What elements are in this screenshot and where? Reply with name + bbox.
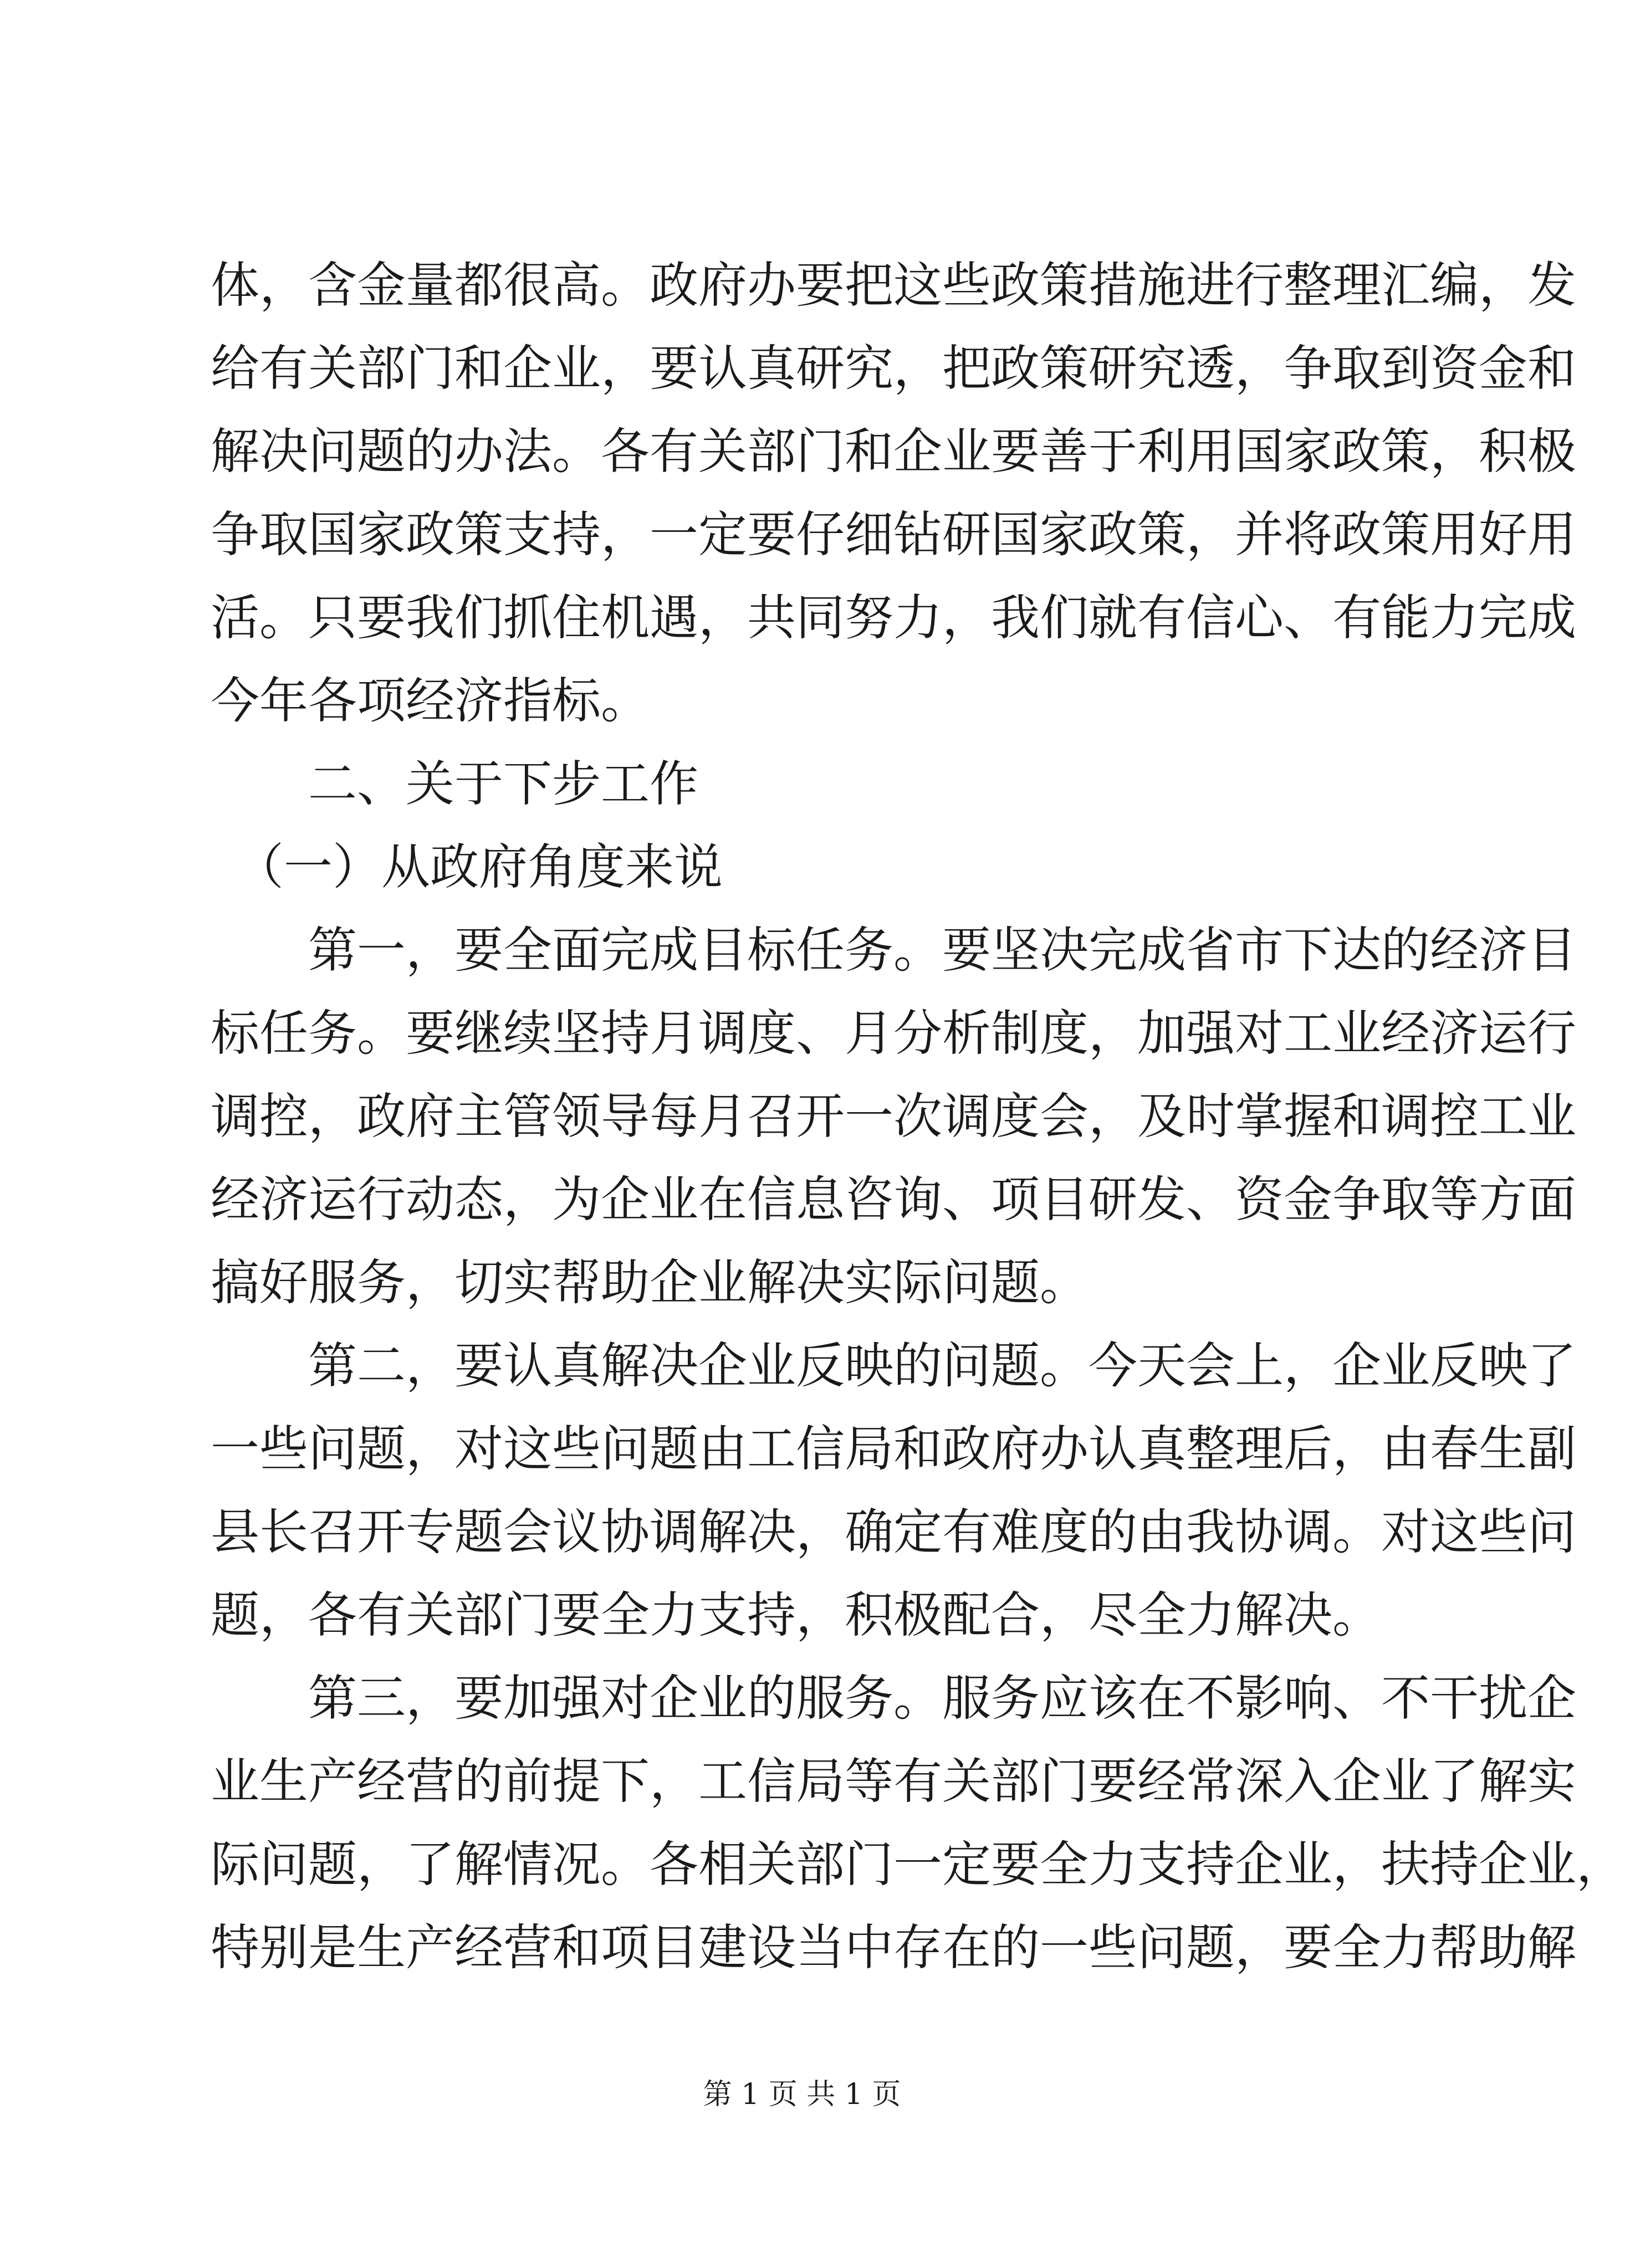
text-line-21: 特别是生产经营和项目建设当中存在的一些问题，要全力帮助解 (211, 1919, 1577, 1976)
page-footer: 第 1 页 共 1 页 (703, 2078, 901, 2111)
text-line-11: 调控，政府主管领导每月召开一次调度会，及时掌握和调控工业 (211, 1088, 1577, 1145)
text-line-16: 县长召开专题会议协调解决，确定有难度的由我协调。对这些问 (211, 1503, 1577, 1560)
document-body (211, 244, 1625, 1989)
text-line-17: 题，各有关部门要全力支持，积极配合，尽全力解决。 (211, 1586, 1382, 1644)
text-line-18: 第三，要加强对企业的服务。服务应该在不影响、不干扰企 (211, 1670, 1577, 1727)
text-line-15: 一些问题，对这些问题由工信局和政府办认真整理后，由春生副 (211, 1420, 1577, 1477)
text-line-12: 经济运行动态，为企业在信息咨询、项目研发、资金争取等方面 (211, 1171, 1577, 1228)
text-line-6: 今年各项经济指标。 (211, 672, 650, 729)
text-line-2: 给有关部门和企业，要认真研究，把政策研究透，争取到资金和 (211, 340, 1577, 397)
text-line-1: 体，含金量都很高。政府办要把这些政策措施进行整理汇编，发 (211, 257, 1577, 314)
text-line-5: 活。只要我们抓住机遇，共同努力，我们就有信心、有能力完成 (211, 589, 1577, 646)
subsection-heading: （一）从政府角度来说 (211, 838, 723, 895)
text-line-9: 第一，要全面完成目标任务。要坚决完成省市下达的经济目 (211, 921, 1577, 979)
text-line-10: 标任务。要继续坚持月调度、月分析制度，加强对工业经济运行 (211, 1005, 1577, 1062)
text-line-4: 争取国家政策支持，一定要仔细钻研国家政策，并将政策用好用 (211, 506, 1577, 563)
text-line-20: 际问题，了解情况。各相关部门一定要全力支持企业，扶持企业， (211, 1836, 1625, 1893)
section-heading: 二、关于下步工作 (211, 755, 699, 812)
text-line-3: 解决问题的办法。各有关部门和企业要善于利用国家政策，积极 (211, 423, 1577, 480)
text-line-13: 搞好服务，切实帮助企业解决实际问题。 (211, 1254, 1089, 1311)
text-line-19: 业生产经营的前提下，工信局等有关部门要经常深入企业了解实 (211, 1753, 1577, 1810)
text-line-14: 第二，要认真解决企业反映的问题。今天会上，企业反映了 (211, 1337, 1577, 1394)
